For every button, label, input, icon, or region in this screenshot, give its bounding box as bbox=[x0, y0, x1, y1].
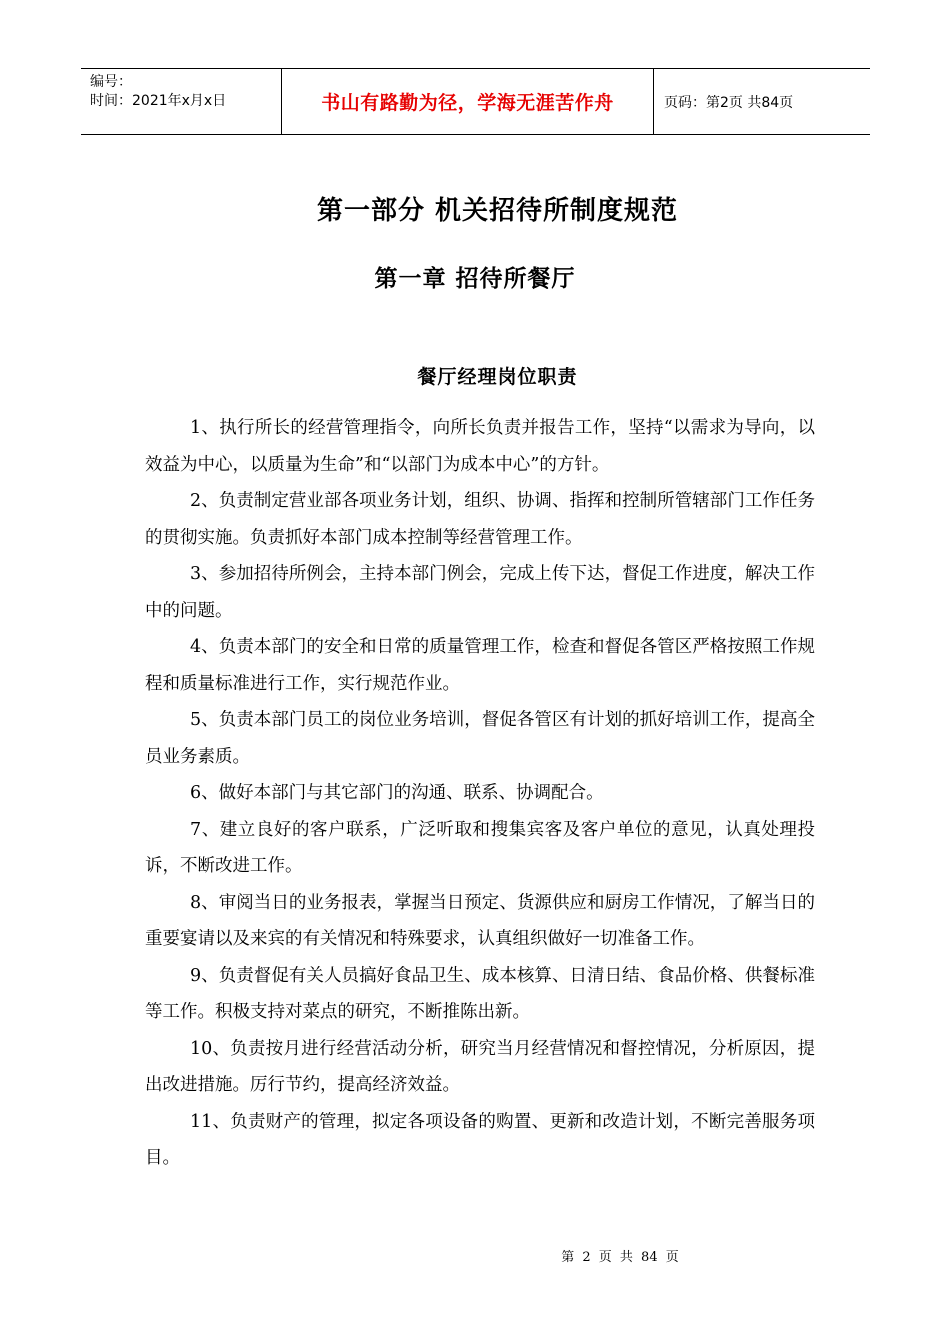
duty-item-4: 4、负责本部门的安全和日常的质量管理工作，检查和督促各管区严格按照工作规程和质量标准进行工作，实行规范作业。 bbox=[145, 637, 815, 694]
section-title: 餐厅经理岗位职责 bbox=[417, 366, 578, 388]
header-page-info: 页码：第2页 共84页 bbox=[664, 94, 794, 111]
header-meta bbox=[81, 69, 281, 134]
header-motto: 书山有路勤为径，学海无涯苦作舟 bbox=[281, 69, 654, 134]
duty-item-8: 8、审阅当日的业务报表，掌握当日预定、货源供应和厨房工作情况，了解当日的重要宴请以及来宾的有关情况和特殊要求，认真组织做好一切准备工作。 bbox=[145, 892, 815, 949]
duty-item-3: 3、参加招待所例会，主持本部门例会，完成上传下达，督促工作进度，解决工作中的问题。 bbox=[145, 564, 815, 621]
duty-item-6: 6、做好本部门与其它部门的沟通、联系、协调配合。 bbox=[190, 783, 604, 803]
part-title: 第一部分 机关招待所制度规范 bbox=[316, 196, 679, 226]
duty-item-10: 10、负责按月进行经营活动分析，研究当月经营情况和督控情况，分析原因，提出改进措施。厉行节约，提高经济效益。 bbox=[145, 1038, 815, 1095]
page-footer: 第 2 页 共 84 页 bbox=[561, 1250, 679, 1265]
duty-item-2: 2、负责制定营业部各项业务计划，组织、协调、指挥和控制所管辖部门工作任务的贯彻实施。负责抓好本部门成本控制等经营管理工作。 bbox=[145, 491, 815, 548]
duty-item-7: 7、建立良好的客户联系，广泛听取和搜集宾客及客户单位的意见，认真处理投诉，不断改进工作。 bbox=[145, 819, 815, 876]
duty-item-9: 9、负责督促有关人员搞好食品卫生、成本核算、日清日结、食品价格、供餐标准等工作。积极支持对菜点的研究，不断推陈出新。 bbox=[145, 965, 815, 1022]
document-number-label: 编号： bbox=[90, 74, 132, 90]
duty-item-5: 5、负责本部门员工的岗位业务培训，督促各管区有计划的抓好培训工作，提高全员业务素质。 bbox=[145, 710, 815, 767]
document-body bbox=[145, 410, 815, 1177]
document-header bbox=[81, 68, 870, 135]
duty-item-1: 1、执行所长的经营管理指令，向所长负责并报告工作，坚持“以需求为导向，以效益为中心，以质量为生命”和“以部门为成本中心”的方针。 bbox=[145, 418, 815, 475]
document-date-label: 时间：2021年x月x日 bbox=[90, 93, 227, 109]
chapter-title: 第一章 招待所餐厅 bbox=[374, 266, 576, 292]
duty-item-11: 11、负责财产的管理，拟定各项设备的购置、更新和改造计划，不断完善服务项目。 bbox=[145, 1111, 815, 1168]
